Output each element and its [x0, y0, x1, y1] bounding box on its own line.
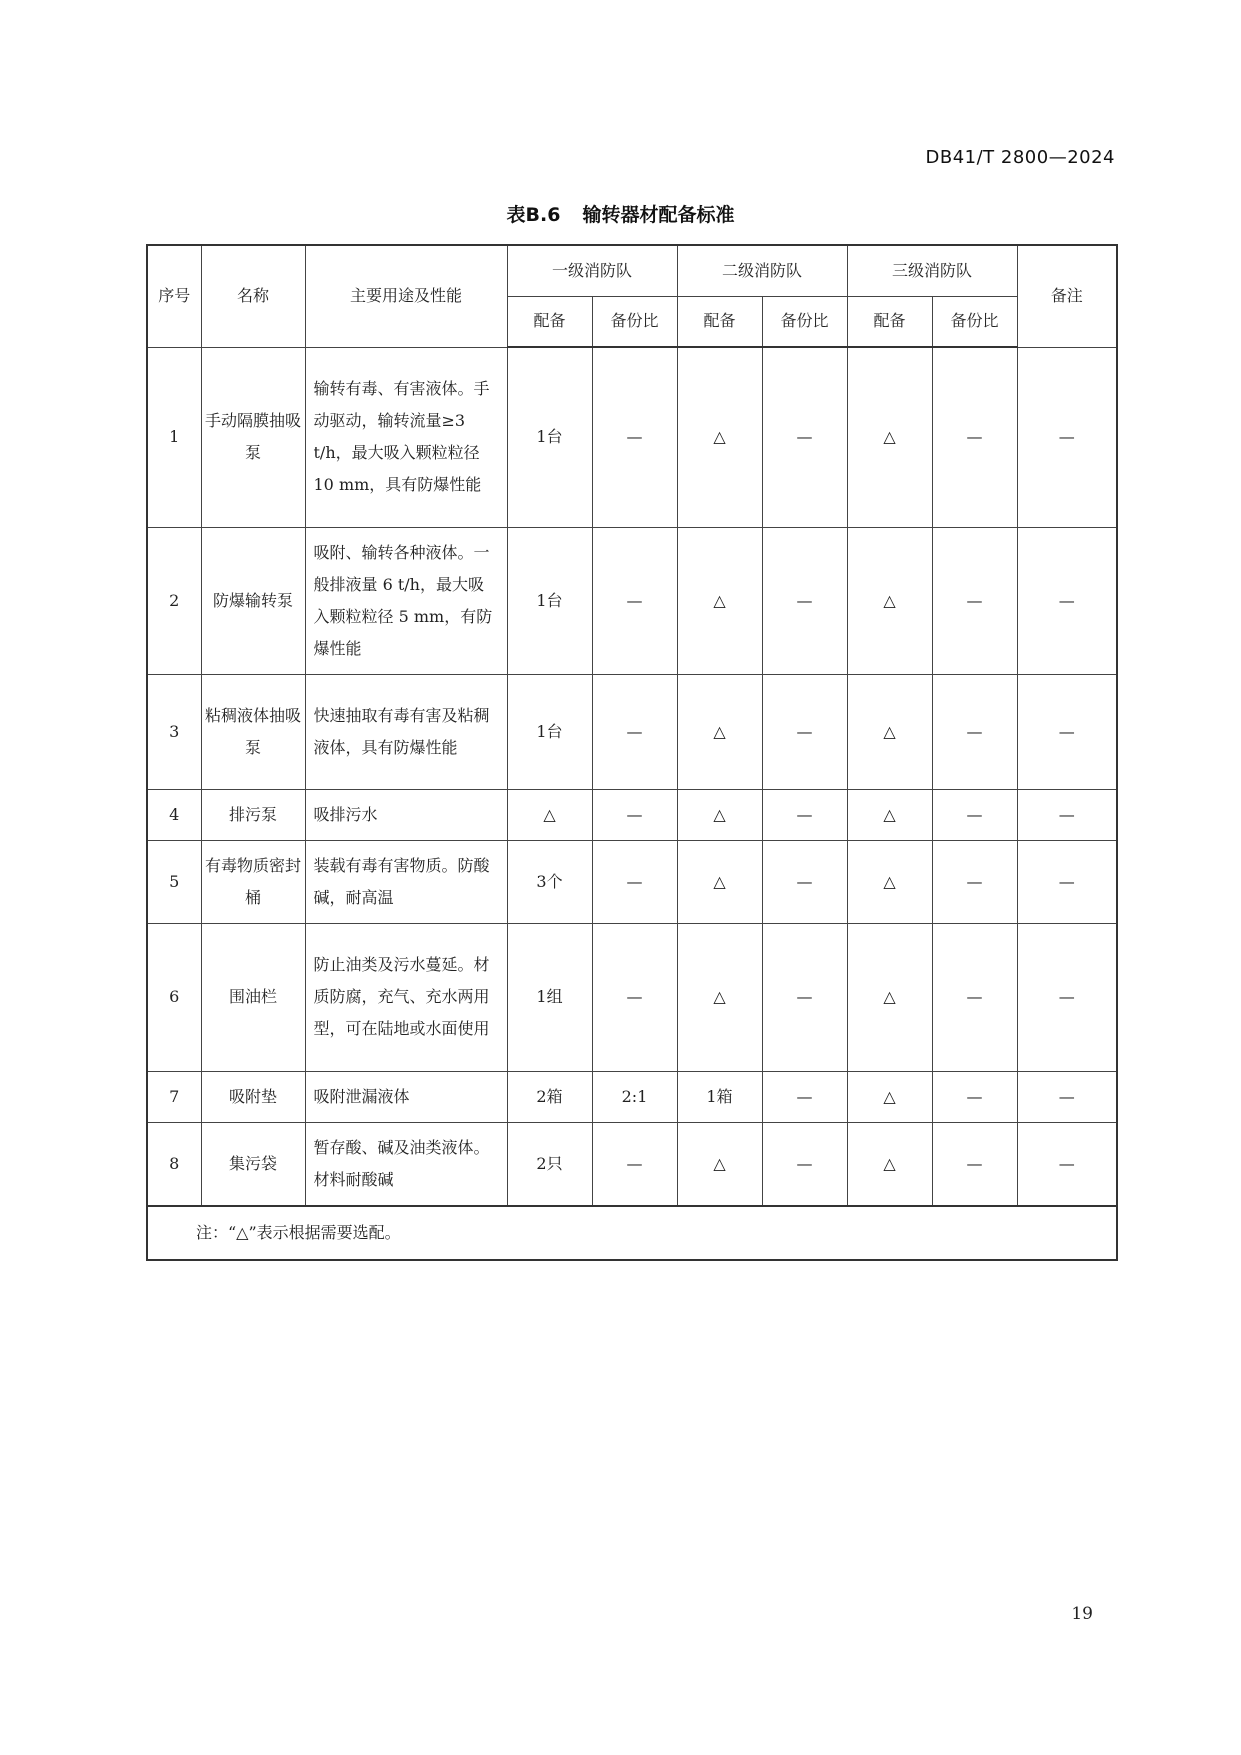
cell-l1-spare: —	[592, 789, 677, 840]
cell-seq: 2	[147, 527, 201, 674]
table-row	[147, 789, 1117, 840]
header-use: 主要用途及性能	[305, 245, 507, 347]
cell-l1-equip: 1组	[507, 923, 592, 1071]
cell-l3-equip: △	[847, 840, 932, 923]
cell-name: 手动隔膜抽吸泵	[201, 347, 305, 527]
cell-l2-equip: △	[677, 789, 762, 840]
header-remark: 备注	[1017, 245, 1117, 347]
page-number: 19	[1071, 1604, 1093, 1624]
table-row	[147, 347, 1117, 527]
cell-remark: —	[1017, 347, 1117, 527]
cell-l3-equip: △	[847, 789, 932, 840]
cell-l2-spare: —	[762, 527, 847, 674]
table-row	[147, 840, 1117, 923]
cell-use: 快速抽取有毒有害及粘稠液体，具有防爆性能	[305, 674, 507, 789]
cell-l2-spare: —	[762, 1122, 847, 1206]
cell-name: 吸附垫	[201, 1071, 305, 1122]
cell-seq: 6	[147, 923, 201, 1071]
cell-l1-equip: 1台	[507, 674, 592, 789]
header-l2-equip: 配备	[677, 296, 762, 347]
cell-l3-spare: —	[932, 347, 1017, 527]
table-title: 输转器材配备标准	[582, 204, 735, 226]
table-row	[147, 923, 1117, 1071]
cell-l2-spare: —	[762, 789, 847, 840]
cell-name: 围油栏	[201, 923, 305, 1071]
cell-name: 有毒物质密封桶	[201, 840, 305, 923]
header-name: 名称	[201, 245, 305, 347]
table-row	[147, 1122, 1117, 1206]
cell-l2-spare: —	[762, 840, 847, 923]
cell-l1-spare: —	[592, 527, 677, 674]
cell-l1-spare: —	[592, 347, 677, 527]
cell-seq: 3	[147, 674, 201, 789]
header-l2-spare: 备份比	[762, 296, 847, 347]
cell-name: 粘稠液体抽吸泵	[201, 674, 305, 789]
cell-remark: —	[1017, 923, 1117, 1071]
cell-remark: —	[1017, 674, 1117, 789]
cell-l2-equip: 1箱	[677, 1071, 762, 1122]
cell-l1-equip: △	[507, 789, 592, 840]
equipment-table	[146, 244, 1118, 1261]
cell-l3-equip: △	[847, 347, 932, 527]
cell-l3-spare: —	[932, 840, 1017, 923]
cell-use: 装载有毒有害物质。防酸碱，耐高温	[305, 840, 507, 923]
cell-l2-spare: —	[762, 1071, 847, 1122]
cell-name: 防爆输转泵	[201, 527, 305, 674]
cell-use: 吸附泄漏液体	[305, 1071, 507, 1122]
cell-use: 吸附、输转各种液体。一般排液量 6 t/h，最大吸入颗粒粒径 5 mm，有防爆性能	[305, 527, 507, 674]
cell-l3-equip: △	[847, 1122, 932, 1206]
cell-l2-spare: —	[762, 923, 847, 1071]
cell-l3-equip: △	[847, 923, 932, 1071]
cell-l1-equip: 2箱	[507, 1071, 592, 1122]
cell-l3-equip: △	[847, 674, 932, 789]
cell-remark: —	[1017, 1122, 1117, 1206]
header-level1: 一级消防队	[507, 245, 677, 296]
cell-seq: 4	[147, 789, 201, 840]
cell-l2-equip: △	[677, 347, 762, 527]
table-note: 注：“△”表示根据需要选配。	[147, 1206, 1117, 1260]
cell-seq: 8	[147, 1122, 201, 1206]
cell-l3-spare: —	[932, 1122, 1017, 1206]
cell-use: 暂存酸、碱及油类液体。材料耐酸碱	[305, 1122, 507, 1206]
cell-l1-equip: 1台	[507, 347, 592, 527]
cell-seq: 5	[147, 840, 201, 923]
cell-seq: 7	[147, 1071, 201, 1122]
table-row	[147, 527, 1117, 674]
cell-l3-spare: —	[932, 923, 1017, 1071]
table-caption	[0, 200, 1241, 227]
header-l3-spare: 备份比	[932, 296, 1017, 347]
cell-l3-spare: —	[932, 527, 1017, 674]
cell-remark: —	[1017, 789, 1117, 840]
cell-l1-spare: —	[592, 674, 677, 789]
cell-l2-spare: —	[762, 674, 847, 789]
header-l1-equip: 配备	[507, 296, 592, 347]
cell-l1-equip: 1台	[507, 527, 592, 674]
cell-l1-equip: 2只	[507, 1122, 592, 1206]
cell-l2-equip: △	[677, 923, 762, 1071]
document-code: DB41/T 2800—2024	[925, 147, 1115, 168]
cell-l1-equip: 3个	[507, 840, 592, 923]
cell-name: 集污袋	[201, 1122, 305, 1206]
cell-l2-equip: △	[677, 527, 762, 674]
cell-l2-equip: △	[677, 840, 762, 923]
cell-seq: 1	[147, 347, 201, 527]
cell-l1-spare: —	[592, 840, 677, 923]
cell-l1-spare: —	[592, 923, 677, 1071]
cell-name: 排污泵	[201, 789, 305, 840]
cell-remark: —	[1017, 527, 1117, 674]
header-l3-equip: 配备	[847, 296, 932, 347]
cell-l1-spare: 2:1	[592, 1071, 677, 1122]
table-row	[147, 674, 1117, 789]
cell-l3-equip: △	[847, 527, 932, 674]
cell-remark: —	[1017, 840, 1117, 923]
cell-l2-equip: △	[677, 674, 762, 789]
header-l1-spare: 备份比	[592, 296, 677, 347]
header-seq: 序号	[147, 245, 201, 347]
cell-use: 防止油类及污水蔓延。材质防腐，充气、充水两用型，可在陆地或水面使用	[305, 923, 507, 1071]
cell-l2-equip: △	[677, 1122, 762, 1206]
cell-l3-spare: —	[932, 1071, 1017, 1122]
cell-l1-spare: —	[592, 1122, 677, 1206]
cell-l3-spare: —	[932, 789, 1017, 840]
note-row	[147, 1206, 1117, 1260]
cell-use: 输转有毒、有害液体。手动驱动，输转流量≥3 t/h，最大吸入颗粒粒径 10 mm，具有防爆性能	[305, 347, 507, 527]
cell-l2-spare: —	[762, 347, 847, 527]
table-number: 表B.6	[506, 204, 561, 226]
header-level2: 二级消防队	[677, 245, 847, 296]
cell-l3-spare: —	[932, 674, 1017, 789]
cell-l3-equip: △	[847, 1071, 932, 1122]
table-row	[147, 1071, 1117, 1122]
cell-use: 吸排污水	[305, 789, 507, 840]
cell-remark: —	[1017, 1071, 1117, 1122]
header-level3: 三级消防队	[847, 245, 1017, 296]
